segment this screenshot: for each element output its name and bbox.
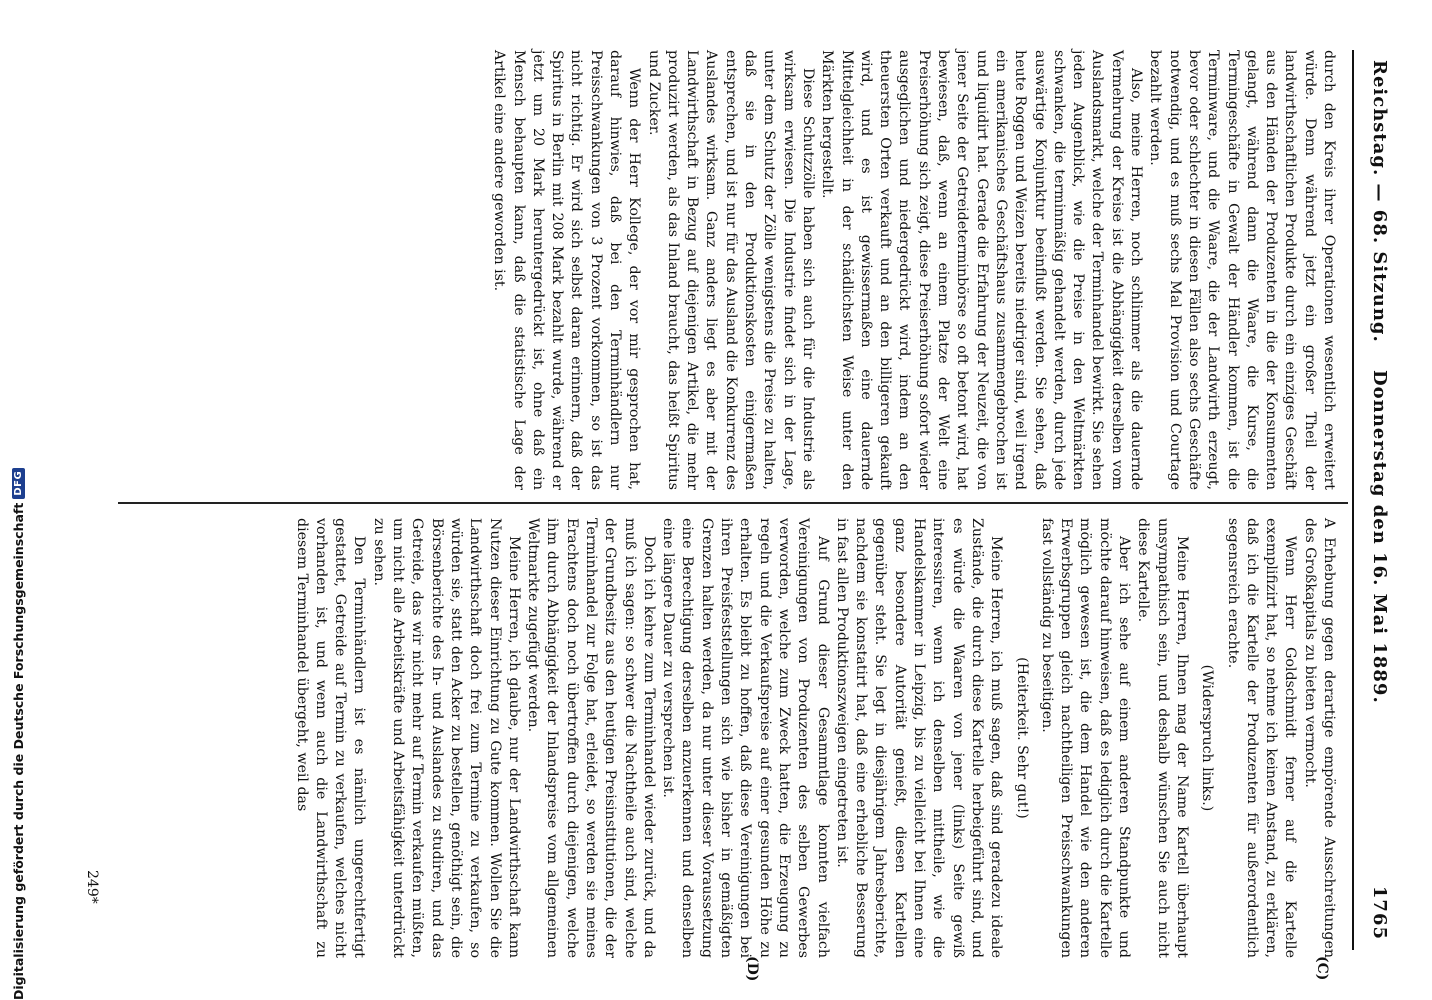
text-column-left <box>489 50 1338 490</box>
signature-mark: 249* <box>84 870 100 904</box>
page-header <box>1354 50 1400 950</box>
paragraph: Den Terminhändlern ist es nämlich ungerechtfertigt gestattet, Getreide auf Termin zu verkaufen, welches nicht vorhanden ist, und wenn auch die Landwirthschaft zu diesem Terminhandel übergeht, weil das <box>293 518 368 958</box>
credit-text: Digitalisierung gefördert durch die Deutsche Forschungsgemeinschaft <box>10 502 26 1000</box>
header-rule <box>1352 50 1354 950</box>
margin-mark-d: (D) <box>744 956 760 982</box>
interjection: (Heiterkeit. Sehr gut!) <box>1013 657 1030 819</box>
header-page-number: 1765 <box>1369 885 1390 940</box>
interjection: (Widerspruch links.) <box>1199 664 1216 812</box>
paragraph: Doch ich kehre zum Terminhandel wieder zurück, und da muß ich sagen: so schwer die Nachtheile auch sind, welche der Grundbesitz aus den heutigen Preisinstitutionen, die der Terminhandel zur Folge hat, erleidet, so werden sie meines Erachtens doch noch übertroffen durch diejenigen, welche ihm durch Abhängigkeit der Inlandspreise vom allgemeinen Weltmarkte zugefügt werden. <box>525 518 657 958</box>
paragraph: Also, meine Herren, noch schlimmer als die dauernde Vermehrung der Kreise ist die Abhängigkeit derselben vom Auslandsmarkt, welche der Terminhandel bewirkt. Sie sehen jeden Augenblick, wie die Preise in den Weltmärkten schwanken, die terminmäßig gehandelt werden, durch jede auswärtige Konjunktur beeinflußt werden. Sie sehen, daß heute Roggen und Weizen bereits niedriger sind, weil irgend ein amerikanisches Geschäftshaus zusammengebrochen ist und liquidirt hat. Gerade die Erfahrung der Neuzeit, die von jener Seite der Getreideterminbörse so oft betont wird, hat bewiesen, daß, wenn an einem Platze der Welt eine Preiserhöhung sich zeigt, diese Preiserhöhung sofort wieder ausgeglichen und niedergedrückt wird, indem an den theuersten Orten verkauft und an den billigeren gekauft wird, und es ist gewissermaßen eine dauernde Mittelgleichheit in der schädlichsten Weise unter den Märkten hergestellt. <box>819 50 1145 490</box>
paragraph: Aber ich sehe auf einem anderen Standpunkte und möchte darauf hinweisen, daß es lediglich durch die Kartelle möglich gewesen ist, die dem Handel wie den anderen Erwerbsgruppen gleich nachtheiligen Preisschwankungen fast vollständig zu beseitigen. <box>1038 518 1133 958</box>
paragraph: Wenn Herr Goldschmidt ferner auf die Kartelle exemplifizirt hat, so nehme ich keinen Anstand, zu erklären, daß ich die Kartelle der Produzenten für außerordentlich segensreich erachte. <box>1224 518 1299 958</box>
paragraph: Meine Herren, ich glaube, nur der Landwirthschaft kann Nutzen dieser Einrichtung zu Gute kommen. Wollen Sie die Landwirthschaft doch frei zum Termine zu verkaufen, so würden sie, statt den Acker zu bestellen, genöthigt sein, die Börsenberichte des In- und Auslandes zu studiren, und das Getreide, das wir nicht mehr auf Termin verkaufen müßten, um nicht alle Arbeitskräfte und Arbeitsfähigkeit unterdrückt zu sehen. <box>370 518 522 958</box>
text-column-right <box>291 518 1338 958</box>
column-divider <box>118 502 1348 504</box>
header-date: Donnerstag den 16. Mai 1889. <box>1369 370 1390 704</box>
paragraph: Wenn der Herr Kollege, der vor mir gesprochen hat, darauf hinwies, daß bei den Terminhändlern nur Preisschwankungen von 3 Prozent vorkommen, so ist das nicht richtig. Er wird sich selbst daran erinnern, daß der Spiritus in Berlin mit 208 Mark bezahlt wurde, während er jetzt um 20 Mark heruntergedrückt ist, ohne daß ein Mensch behaupten kann, daß die statistische Lage der Artikel eine andere geworden ist. <box>491 50 643 490</box>
digitization-credit <box>6 0 30 1000</box>
paragraph: A Erhebung gegen derartige empörende Ausschreitungen des Großkapitals zu bieten vermocht. <box>1301 518 1337 958</box>
dfg-logo-icon: DFG <box>12 468 25 499</box>
paragraph: Auf Grund dieser Gesammtlage konnten vielfach Vereinigungen von Produzenten des selben Gewerbes verworden, welche zum Zweck hatten, die Erzeugung zu regeln und die Verkaufspreise auf einer gesunden Höhe zu erhalten. Es bleibt zu hoffen, daß diese Vereinigungen bei ihren Preisfeststellungen sich wie bisher in gemäßigten Grenzen halten werden, da nur unter dieser Voraussetzung eine Berechtigung derselben anzuerkennen und denselben eine längere Dauer zu versprechen ist. <box>660 518 831 958</box>
rotated-page-content <box>0 20 1400 980</box>
margin-mark-c: (C) <box>1314 956 1330 981</box>
paragraph: Meine Herren, Ihnen mag der Name Kartell überhaupt unsympathisch sein, und deshalb wünschen Sie auch nicht diese Kartelle. <box>1135 518 1190 958</box>
paragraph: durch den Kreis ihrer Operationen wesentlich erweitert würde. Denn während jetzt ein großer Theil der landwirthschaftlichen Produkte durch ein einziges Geschäft aus den Händen der Produzenten in die der Konsumenten gelangt, während dann die Waare, die Kurse, die Termingeschäfte in Gewalt der Händler kommen, ist die Terminware, und die Waare, die der Landwirth erzeugt, bevor oder schlechter in diesen Fällen also sechs Geschäfte notwendig, und es muß sechs Mal Provision und Courtage bezahlt werden. <box>1147 50 1337 490</box>
paragraph: Diese Schutzzölle haben sich auch für die Industrie als wirksam erwiesen. Die Industrie findet sich in der Lage, unter dem Schutz der Zölle wenigstens die Preise zu halten, daß sie in den Produktionskosten einigermaßen entsprechen, und ist nur für das Ausland die Konkurrenz des Auslandes wirksam. Ganz anders liegt es aber mit der Landwirthschaft in Bezug auf diejenigen Artikel, die mehr produzirt werden, als das Inland braucht, das heißt Spiritus und Zucker. <box>645 50 816 490</box>
paragraph: Meine Herren, ich muß sagen, daß sind geradezu ideale Zustände, die durch diese Kartelle herbeigeführt sind, und es würde die Waaren von jener (links) Seite gewiß interessiren, wenn ich denselben mittheile, wie die Handelskammer in Leipzig, bis zu vielleicht bei Ihnen eine ganz besondere Autorität genießt, diesen Kartellen gegenüber steht. Sie legt in diesjährigem Jahresberichte, nachdem sie konstatirt hat, daß eine erhebliche Besserung in fast allen Produktionszweigen eingetreten ist. <box>833 518 1005 958</box>
header-session: Reichstag. — 68. Sitzung. <box>1369 60 1390 343</box>
